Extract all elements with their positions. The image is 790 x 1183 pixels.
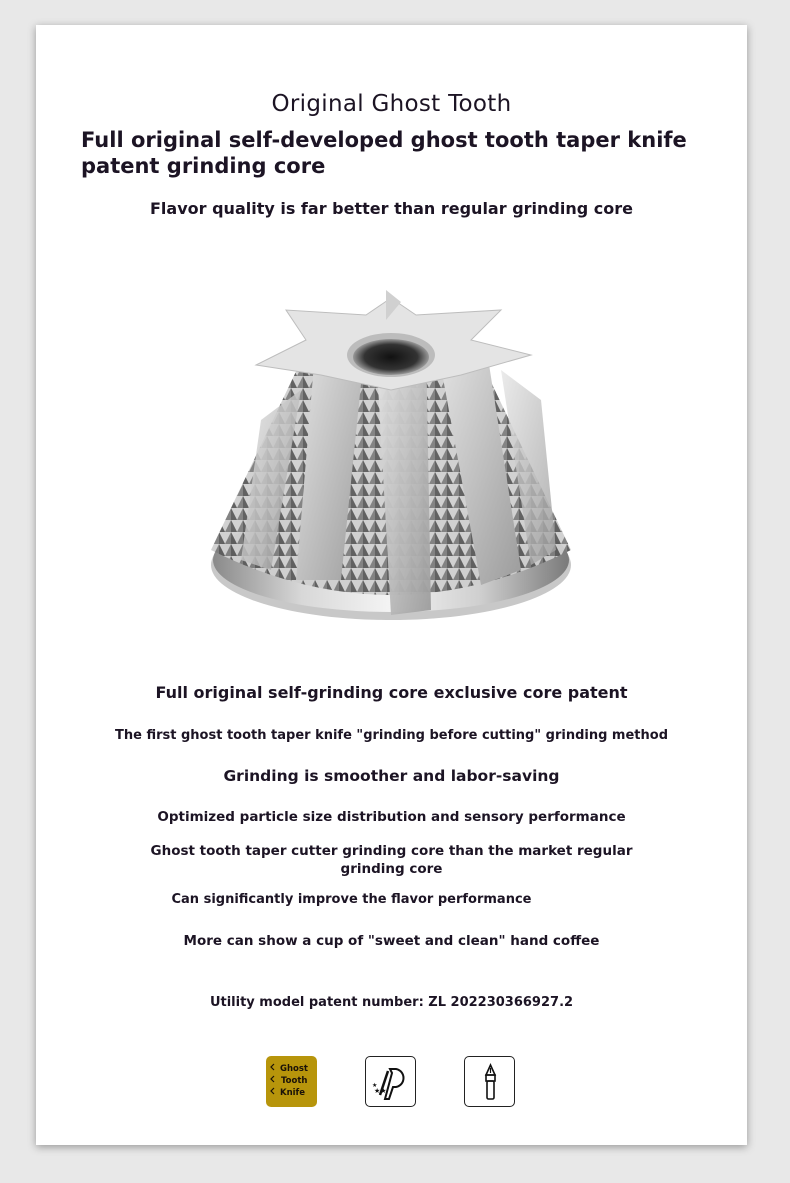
patent-emblem-icon	[365, 1056, 416, 1107]
badge-row	[36, 1056, 747, 1109]
badge-word: Ghost	[280, 1064, 308, 1074]
feature-comparison: Ghost tooth taper cutter grinding core than the market regular grinding core	[150, 843, 633, 877]
badge-label	[280, 1063, 308, 1099]
feature-smoother: Grinding is smoother and labor-saving	[223, 767, 560, 785]
feature-heading: Full original self-grinding core exclusive core patent	[155, 683, 628, 702]
svg-text:★★: ★★	[374, 1087, 387, 1095]
badge-word: Tooth	[281, 1076, 308, 1086]
page-subtitle: Full original self-developed ghost tooth taper knife patent grinding core	[81, 128, 687, 178]
badge-word: Knife	[280, 1088, 306, 1098]
feature-sweet: More can show a cup of "sweet and clean" hand coffee	[183, 933, 600, 949]
page-title: Original Ghost Tooth	[271, 91, 512, 117]
feature-particle: Optimized particle size distribution and sensory performance	[157, 809, 626, 825]
feature-method: The first ghost tooth taper knife "grinding before cutting" grinding method	[115, 728, 668, 743]
product-card	[36, 25, 747, 1145]
pen-nib-icon	[464, 1056, 515, 1107]
patent-number: Utility model patent number: ZL 202230366927.2	[209, 995, 574, 1010]
flavor-line: Flavor quality is far better than regular grinding core	[150, 199, 633, 218]
ghost-tooth-knife-icon	[266, 1056, 317, 1107]
svg-text:★: ★	[372, 1082, 378, 1089]
grinding-core-image	[201, 280, 581, 625]
feature-improve: Can significantly improve the flavor performance	[171, 892, 532, 907]
